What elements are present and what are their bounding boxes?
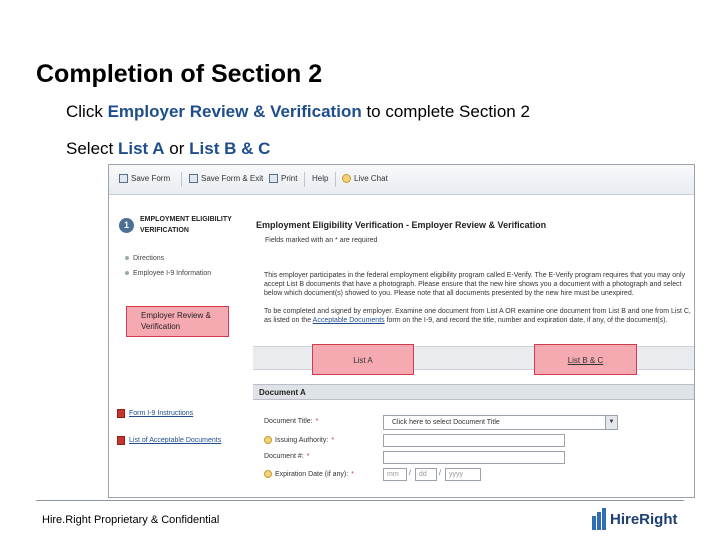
sidebar-item-employer-review[interactable]: Employer Review & Verification	[126, 306, 229, 337]
bullet-dot-icon	[125, 271, 129, 275]
logo-text: HireRight	[610, 510, 678, 528]
document-a-header: Document A	[253, 384, 694, 400]
required-mark: *	[351, 470, 354, 478]
field-label-text: Document Title:	[264, 418, 313, 425]
date-separator: /	[439, 470, 441, 477]
expiration-year-input[interactable]: yyyy	[445, 468, 481, 481]
acceptable-documents-inline-link[interactable]: Acceptable Documents	[312, 317, 385, 324]
floppy-disk-icon	[119, 174, 128, 183]
field-label-text: Document #:	[264, 453, 304, 460]
issuing-authority-input[interactable]	[383, 434, 565, 447]
bullet-dot-icon	[125, 256, 129, 260]
logo-bar	[592, 516, 596, 530]
form-sidebar	[109, 196, 247, 498]
tab-list-b-c[interactable]: List B & C	[534, 344, 637, 375]
embedded-form-screenshot	[108, 164, 695, 498]
logo-mark-icon	[592, 508, 606, 530]
help-icon[interactable]	[264, 470, 272, 478]
doc-link-label: List of Acceptable Documents	[129, 437, 222, 444]
print-button[interactable]	[269, 174, 297, 183]
pdf-icon	[117, 409, 125, 418]
bullet-2-prefix: Select	[66, 139, 118, 158]
date-separator: /	[409, 470, 411, 477]
save-exit-button[interactable]	[189, 174, 263, 183]
instructions-text: form on the I-9, and record the title, number and expiration date, if any, of the document(s).	[384, 317, 668, 324]
required-mark: *	[331, 436, 335, 444]
document-title-select[interactable]	[383, 415, 618, 430]
expiration-month-input[interactable]: mm	[383, 468, 407, 481]
sidebar-item-directions[interactable]	[125, 255, 164, 262]
sidebar-item-employee-info[interactable]	[125, 270, 211, 277]
doc-link-label: Form I-9 Instructions	[129, 410, 194, 417]
field-label-text: Issuing Authority:	[275, 436, 329, 444]
required-fields-note: Fields marked with an * are required	[265, 237, 378, 244]
form-main-panel	[253, 196, 694, 498]
hireright-logo	[592, 508, 678, 530]
sidebar-item-label: Employee I-9 Information	[133, 270, 212, 277]
document-title-label	[264, 418, 318, 425]
tab-list-a[interactable]: List A	[312, 344, 414, 375]
print-label: Print	[281, 174, 298, 183]
bullet-2-highlight-list-a: List A	[117, 139, 165, 158]
instruction-bullet-2	[66, 139, 270, 159]
bullet-1-prefix: Click	[66, 102, 108, 121]
form-i9-instructions-link[interactable]	[117, 409, 193, 418]
toolbar-divider	[304, 172, 305, 187]
save-exit-label: Save Form & Exit	[201, 174, 264, 183]
form-section-title: Employment Eligibility Verification - Employer Review & Verification	[256, 220, 547, 230]
required-mark: *	[315, 418, 319, 425]
bullet-2-highlight-list-bc: List B & C	[189, 139, 271, 158]
required-mark: *	[306, 453, 310, 460]
live-chat-button[interactable]	[342, 174, 388, 183]
slide-title: Completion of Section 2	[36, 60, 323, 88]
save-form-button[interactable]	[119, 174, 170, 183]
toolbar-divider	[335, 172, 336, 187]
chat-bubble-icon	[342, 174, 351, 183]
bullet-2-middle: or	[164, 139, 190, 158]
step-title: EMPLOYMENT ELIGIBILITY VERIFICATION	[140, 216, 232, 234]
document-number-input[interactable]	[383, 451, 565, 464]
help-button[interactable]	[312, 174, 328, 183]
sidebar-item-label: Directions	[133, 255, 165, 262]
footer-confidential-text: Hire.Right Proprietary & Confidential	[42, 514, 220, 526]
toolbar-divider	[181, 172, 182, 187]
issuing-authority-label	[264, 436, 334, 444]
everify-notice: This employer participates in the federal employment eligibility program called E-Verify. The E-Verify program requires that you may only accept List B documents that have a photograph. Please ensure that the new hire shows you a document with a photograph and select below which document(s) showed to you. Please note that all documents presented by the new hire must be unexpired.	[264, 272, 686, 297]
field-label-text: Expiration Date (if any):	[275, 470, 349, 478]
logo-bar	[597, 512, 601, 530]
acceptable-documents-link[interactable]	[117, 436, 221, 445]
form-toolbar	[109, 165, 694, 195]
live-chat-label: Live Chat	[354, 174, 388, 183]
footer-divider	[36, 500, 684, 501]
expiration-day-input[interactable]: dd	[415, 468, 437, 481]
pdf-icon	[117, 436, 125, 445]
employer-instructions	[264, 307, 692, 325]
select-value: Click here to select Document Title	[392, 419, 500, 426]
step-number-badge: 1	[119, 218, 134, 233]
bullet-1-highlight: Employer Review & Verification	[107, 102, 362, 121]
expiration-date-label	[264, 470, 354, 478]
help-icon[interactable]	[264, 436, 272, 444]
instructions-text: To be completed and signed by employer. Examine one document from List A OR examine one document from List B and one from List C, as listed on the	[264, 308, 691, 324]
bullet-1-suffix: to complete Section 2	[361, 102, 530, 121]
help-label: Help	[312, 174, 329, 183]
save-exit-icon	[189, 174, 198, 183]
printer-icon	[269, 174, 278, 183]
instruction-bullet-1	[66, 102, 530, 122]
chevron-down-icon: ▼	[605, 416, 617, 429]
document-number-label	[264, 453, 309, 460]
save-form-label: Save Form	[131, 174, 171, 183]
logo-bar	[602, 508, 606, 530]
